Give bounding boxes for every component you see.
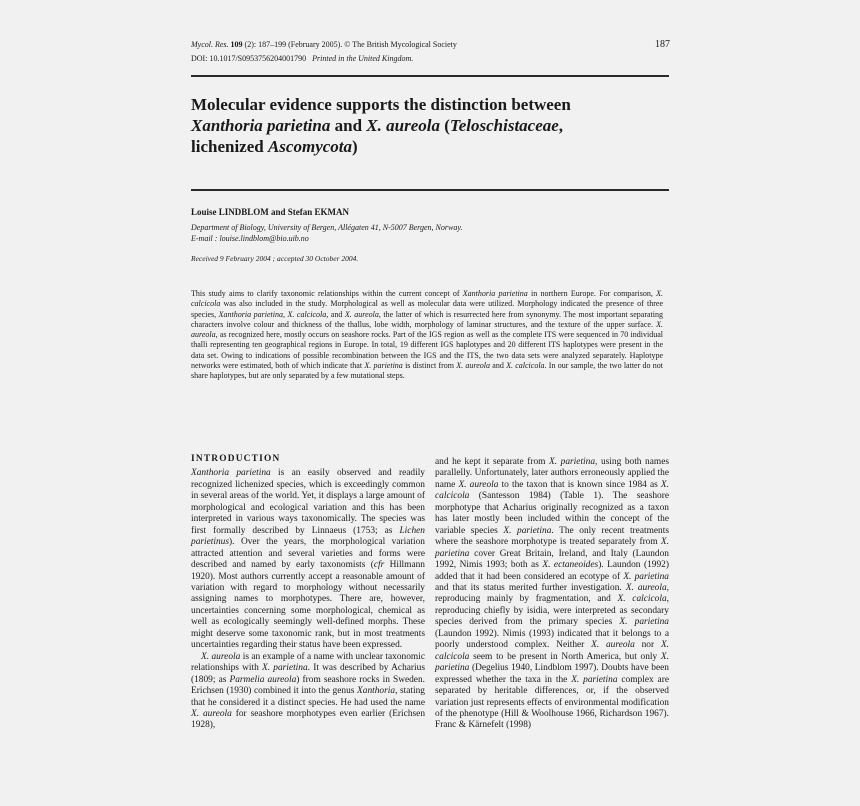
- title-rule: [191, 189, 669, 191]
- right-column: [435, 457, 669, 732]
- page-number: 187: [655, 39, 670, 50]
- paragraph: and he kept it separate from X. parietina, using both names parallelly. Unfortunately, later authors erroneously applied the name X. aureola to the taxon that is known since 1984 as X. calcicola (Santesson 1984) (Table 1). The seashore morphotype that Acharius originally recognized as a taxon has later mostly been included within the concept of the variable species X. parietina. The only recent treatments where the seashore morphotype is treated separately from X. parietina cover Great Britain, Ireland, and Italy (Laundon 1992, Nimis 1993; both as X. ectaneoides). Laundon (1992) added that it had been considered an ecotype of X. parietina and that its status merited further investigation. X. aureola, reproducing mainly by fragmentation, and X. calcicola, reproducing chiefly by isidia, were interpreted as secondary species derived from the primary species X. parietina (Laundon 1992). Nimis (1993) indicated that it belongs to a poorly understood complex. Neither X. aureola nor X. calcicola seem to be present in North America, but only X. parietina (Degelius 1940, Lindblom 1997). Doubts have been expressed whether the taxa in the X. parietina complex are separated by heritable differences, or, if the observed variation just represents effects of environmental modification of the phenotype (Hill & Woolhouse 1966, Richardson 1967). Franc & Kärnefelt (1998): [435, 457, 670, 731]
- header-rule: [191, 75, 669, 77]
- section-heading: INTRODUCTION: [191, 454, 281, 464]
- affiliation: Department of Biology, University of Bergen, Allégaten 41, N-5007 Bergen, Norway. E-mail : louise.lindblom@bio.uib.no: [191, 223, 463, 243]
- email: E-mail : louise.lindblom@bio.uib.no: [191, 234, 309, 243]
- doi-line: DOI: 10.1017/S0953756204001790 Printed in the United Kingdom.: [191, 54, 414, 63]
- abstract: This study aims to clarify taxonomic relationships within the current concept of Xanthoria parietina in northern Europe. For comparison, X. calcicola was also included in the study. Morphological as well as molecular data were utilized. Morphology indicated the presence of three species, Xanthoria parietina, X. calcicola, and X. aureola, the latter of which is resurrected here from synonymy. The most important separating characters involve colour and thickness of the thallus, lobe width, morphology of laminar structures, and the texture of the upper surface. X. aureola, as recognized here, mostly occurs on seashore rocks. Part of the IGS region as well as the complete ITS were sequenced in 70 individual thalli representing ten geographical regions in Europe. In total, 19 different IGS haplotypes and 20 different ITS haplotypes were present in the data set. Owing to indications of possible recombination between the IGS and the ITS, the two data sets were analyzed separately. Haplotype networks were estimated, both of which indicate that X. parietina is distinct from X. aureola and X. calcicola. In our sample, the two latter do not share haplotypes, but are only separated by a few mutational steps.: [191, 289, 664, 381]
- received-dates: Received 9 February 2004 ; accepted 30 October 2004.: [191, 254, 359, 263]
- paragraph: X. aureola is an example of a name with unclear taxonomic relationships with X. parietina. It was described by Acharius (1809; as Parmelia aureola) from seashore rocks in Sweden. Erichsen (1930) combined it into the genus Xanthoria, stating that he considered it a distinct species. He had used the name X. aureola for seashore morphotypes even earlier (Erichsen 1928),: [191, 651, 426, 731]
- article-title: Molecular evidence supports the distinction between Xanthoria parietina and X. aureola (Teloschistaceae, lichenized Ascomycota): [191, 95, 571, 156]
- authors: Louise LINDBLOM and Stefan EKMAN: [191, 207, 350, 217]
- citation-line: Mycol. Res. 109 (2): 187–199 (February 2005). © The British Mycological Society: [191, 40, 457, 49]
- left-column: [191, 454, 425, 732]
- paragraph: Xanthoria parietina is an easily observed and readily recognized lichenized species, which is exceedingly common in several areas of the world. Yet, it displays a large amount of morphological and ecological variation and this has been interpreted in various ways taxonomically. The species was first formally described by Linnaeus (1753; as Lichen parietinus). Over the years, the morphological variation attracted attention and several varieties and forms were described and named by early taxonomists (cfr Hillmann 1920). Most authors currently accept a reasonable amount of variation with regard to morphology without necessarily assigning names to morphotypes. There are, however, uncertainties concerning some morphological, chemical as well as ecologically seemingly well-defined morphs. These might deserve some taxonomic rank, but in most treatments uncertainties regarding their status have been expressed.: [191, 468, 425, 651]
